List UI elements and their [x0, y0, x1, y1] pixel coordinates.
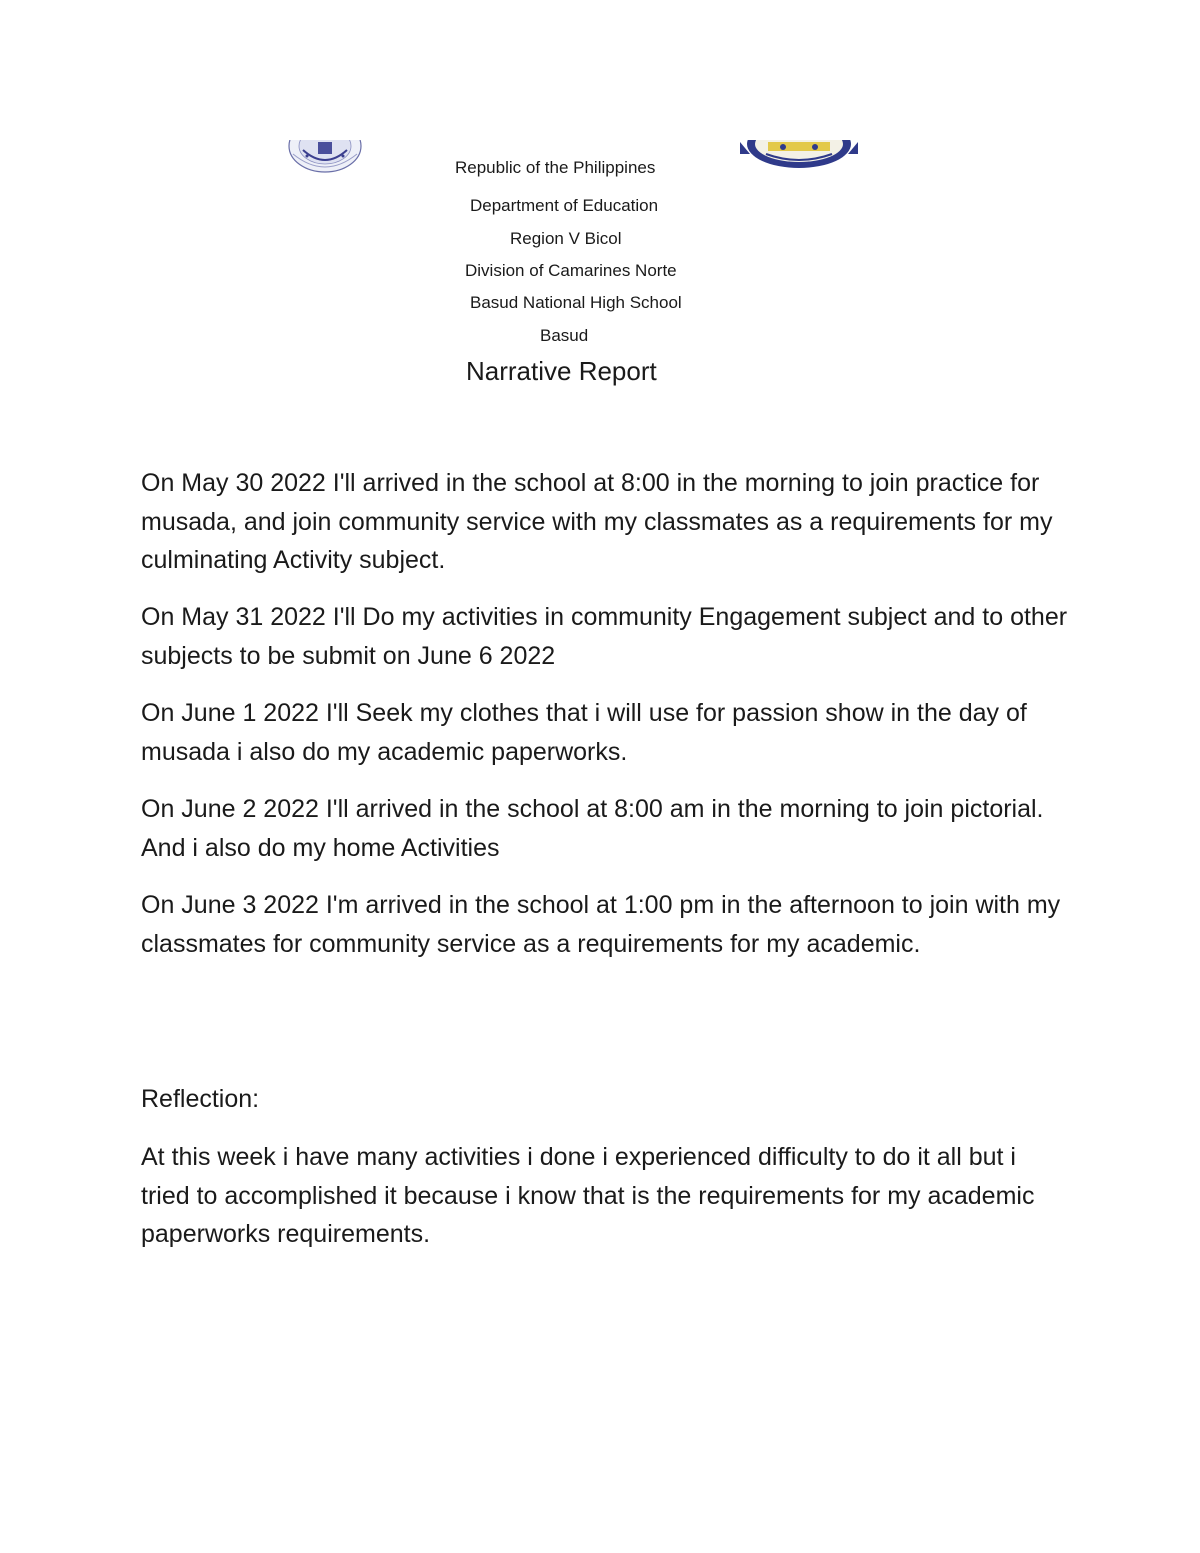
header-school: Basud National High School	[470, 293, 682, 312]
header-republic: Republic of the Philippines	[455, 158, 656, 177]
entry-paragraph: On June 1 2022 I'll Seek my clothes that i will use for passion show in the day of musada i also do my academic paperworks.	[141, 699, 1027, 766]
entry-paragraph: On June 3 2022 I'm arrived in the school at 1:00 pm in the afternoon to join with my classmates for community service as a requirements for my academic.	[141, 891, 1061, 958]
header-department: Department of Education	[470, 196, 659, 215]
reflection-heading: Reflection:	[141, 1085, 260, 1113]
header-division: Division of Camarines Norte	[465, 261, 677, 280]
entry-paragraph: On June 2 2022 I'll arrived in the school at 8:00 am in the morning to join pictorial. And i also do my home Activities	[141, 795, 1044, 862]
page-title: Narrative Report	[466, 356, 657, 386]
entry-paragraph: On May 30 2022 I'll arrived in the school at 8:00 in the morning to join practice for musada, and join community service with my classmates as a requirements for my culminating Activity subject.	[141, 469, 1053, 574]
entry-paragraph: On May 31 2022 I'll Do my activities in community Engagement subject and to other subjects to be submit on June 6 2022	[141, 603, 1068, 670]
deped-seal-icon	[285, 140, 365, 174]
header-region: Region V Bicol	[510, 229, 622, 248]
header-municipality: Basud	[540, 326, 589, 345]
school-seal-icon	[738, 140, 860, 170]
reflection-paragraph: At this week i have many activities i done i experienced difficulty to do it all but i tried to accomplished it because i know that is the requirements for my academic paperworks requirements.	[141, 1143, 1035, 1248]
